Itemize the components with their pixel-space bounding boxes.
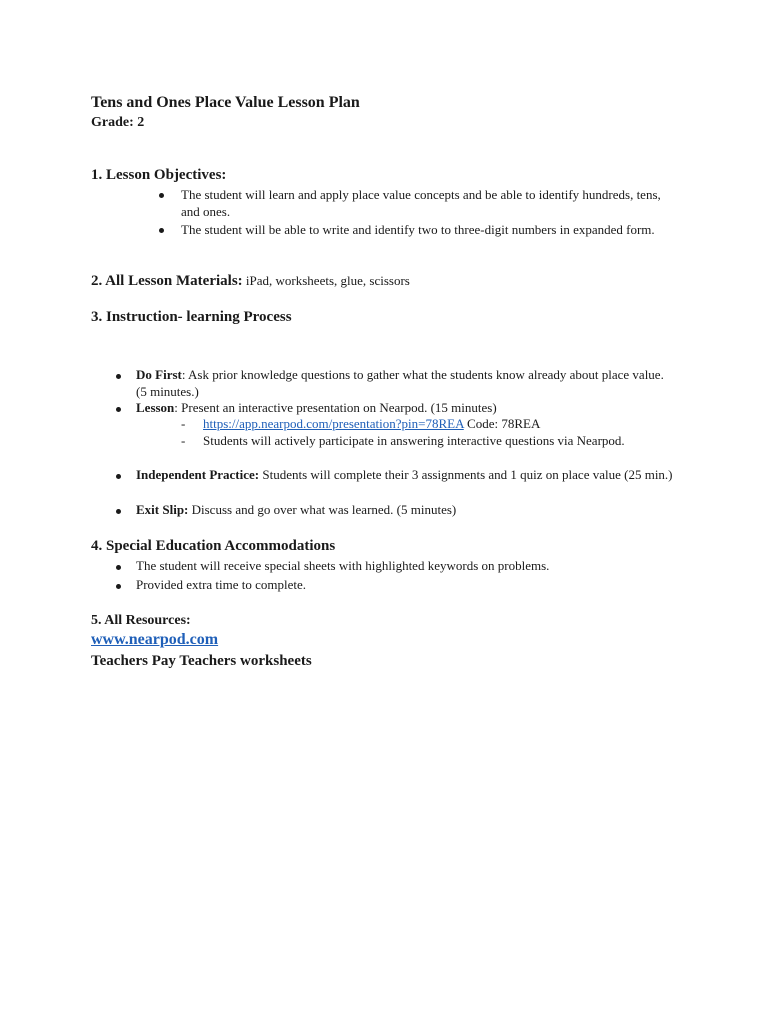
independent-practice-label: Independent Practice: <box>136 467 260 482</box>
accommodation-2: Provided extra time to complete. <box>136 577 307 592</box>
section5-heading: 5. All Resources: <box>91 613 191 628</box>
do-first-label: Do First <box>136 367 182 382</box>
nearpod-participation: Students will actively participate in answering interactive questions via Nearpod. <box>203 433 625 448</box>
objective-2: The student will be able to write and identify two to three-digit numbers in expanded form. <box>181 222 655 237</box>
dash-marker: - <box>181 433 186 448</box>
dash-marker: - <box>181 416 186 431</box>
instruction-exit-slip <box>136 502 456 519</box>
nearpod-link-line <box>203 416 540 433</box>
materials-text: iPad, worksheets, glue, scissors <box>242 273 410 288</box>
bullet-icon <box>116 374 121 379</box>
section3-heading: 3. Instruction- learning Process <box>91 309 292 325</box>
bullet-icon <box>116 565 121 570</box>
nearpod-code: Code: 78REA <box>463 416 541 431</box>
exit-slip-text: Discuss and go over what was learned. (5 minutes) <box>188 502 457 517</box>
grade-label: Grade: 2 <box>91 115 145 130</box>
section2-line <box>91 272 410 290</box>
instruction-lesson <box>136 400 497 417</box>
bullet-icon <box>116 584 121 589</box>
nearpod-website-link[interactable]: www.nearpod.com <box>91 631 219 648</box>
exit-slip-label: Exit Slip: <box>136 502 189 517</box>
bullet-icon <box>116 407 121 412</box>
document-title: Tens and Ones Place Value Lesson Plan <box>91 94 360 111</box>
section1-heading: 1. Lesson Objectives: <box>91 167 227 183</box>
bullet-icon <box>116 509 121 514</box>
accommodation-1: The student will receive special sheets with highlighted keywords on problems. <box>136 558 550 573</box>
instruction-independent-practice <box>136 467 681 484</box>
nearpod-presentation-link[interactable]: https://app.nearpod.com/presentation?pin=78REA <box>203 416 464 431</box>
instruction-do-first <box>136 367 676 400</box>
bullet-icon <box>116 474 121 479</box>
bullet-icon <box>159 228 164 233</box>
resource-teachers-pay-teachers: Teachers Pay Teachers worksheets <box>91 653 312 669</box>
objective-1: The student will learn and apply place value concepts and be able to identify hundreds, tens, and ones. <box>181 187 661 219</box>
independent-practice-text: Students will complete their 3 assignments and 1 quiz on place value (25 min.) <box>259 467 673 482</box>
lesson-label: Lesson <box>136 400 175 415</box>
do-first-text: : Ask prior knowledge questions to gather what the students know already about place value. (5 minutes.) <box>136 367 664 399</box>
section2-heading: 2. All Lesson Materials: <box>91 273 243 289</box>
bullet-icon <box>159 193 164 198</box>
lesson-text: : Present an interactive presentation on Nearpod. (15 minutes) <box>174 400 497 415</box>
section4-heading: 4. Special Education Accommodations <box>91 538 336 554</box>
